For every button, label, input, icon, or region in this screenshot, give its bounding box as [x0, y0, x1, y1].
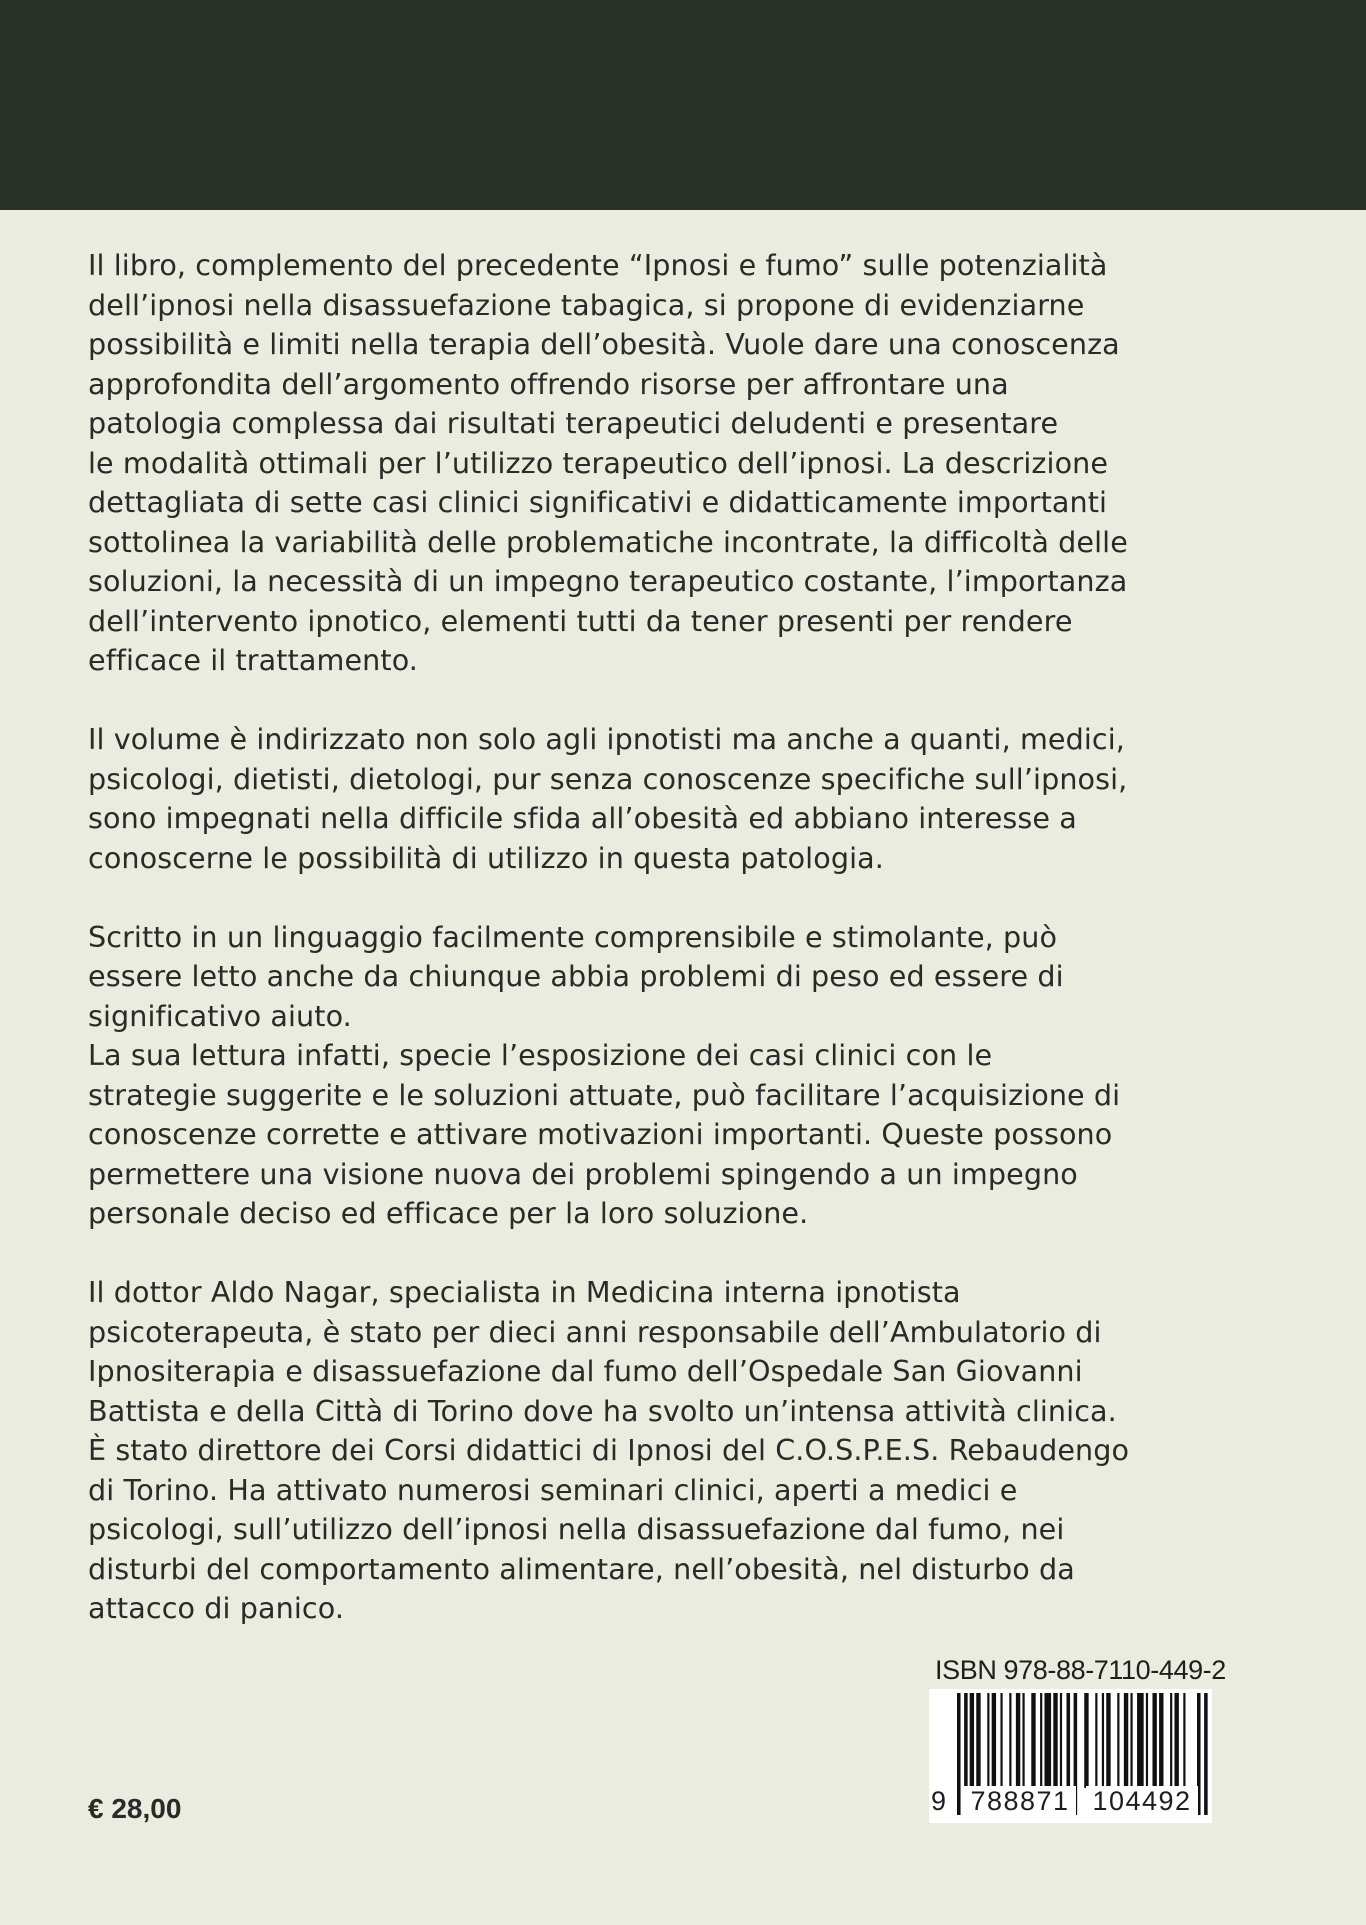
text-line: dettagliata di sette casi clinici significativi e didatticamente importanti — [88, 485, 1108, 519]
text-line: di Torino. Ha attivato numerosi seminari clinici, aperti a medici e — [88, 1472, 1018, 1507]
barcode-bar — [1053, 1693, 1057, 1788]
barcode-guard-bar — [1204, 1693, 1208, 1815]
text-line: psicologi, sull’utilizzo dell’ipnosi nella disassuefazione dal fumo, nei — [88, 1512, 1065, 1546]
barcode-bar — [1022, 1693, 1024, 1788]
barcode-bar — [1174, 1693, 1178, 1788]
paragraph-audience — [88, 720, 1278, 878]
text-line: Il volume è indirizzato non solo agli ipnotisti ma anche a quanti, medici, — [88, 722, 1125, 756]
barcode-bar — [1031, 1693, 1035, 1788]
barcode-bar — [970, 1693, 974, 1788]
text-line: approfondita dell’argomento offrendo risorse per affrontare una — [88, 366, 1009, 401]
text-line: efficace il trattamento. — [88, 643, 418, 677]
text-line: strategie suggerite e le soluzioni attuate, può facilitare l’acquisizione di — [88, 1077, 1121, 1112]
barcode-bar — [976, 1693, 980, 1788]
barcode-bar — [1044, 1693, 1051, 1788]
text-line: Il dottor Aldo Nagar, specialista in Medicina interna ipnotista — [88, 1275, 961, 1309]
text-line: patologia complessa dai risultati terapeutici deludenti e presentare — [88, 406, 1059, 440]
barcode-bar — [1117, 1693, 1119, 1788]
paragraph-readability — [88, 918, 1278, 1234]
text-line: significativo aiuto. — [88, 998, 352, 1033]
text-line: dell’intervento ipnotico, elementi tutti da tener presenti per rendere — [88, 603, 1073, 638]
barcode-digits-left: 788871 — [964, 1786, 1076, 1816]
barcode-bar — [1183, 1693, 1185, 1788]
text-line: Ipnositerapia e disassuefazione dal fumo dell’Ospedale San Giovanni — [88, 1354, 1083, 1388]
text-line: psicoterapeuta, è stato per dieci anni responsabile dell’Ambulatorio di — [88, 1314, 1102, 1349]
text-line: È stato direttore dei Corsi didattici di Ipnosi del C.O.S.P.E.S. Rebaudengo — [88, 1433, 1130, 1467]
text-line: le modalità ottimali per l’utilizzo terapeutico dell’ipnosi. La descrizione — [88, 445, 1109, 480]
text-line: dell’ipnosi nella disassuefazione tabagica, si propone di evidenziarne — [88, 287, 1085, 322]
paragraph-book-description — [88, 246, 1278, 681]
text-line: conoscenze corrette e attivare motivazioni importanti. Queste possono — [88, 1117, 1113, 1151]
text-line: La sua lettura infatti, specie l’esposizione dei casi clinici con le — [88, 1038, 993, 1072]
text-line: conoscerne le possibilità di utilizzo in questa patologia. — [88, 840, 884, 875]
barcode-bar — [987, 1693, 989, 1788]
barcode-bar — [1095, 1693, 1097, 1788]
barcode-bar — [1124, 1693, 1128, 1788]
isbn-barcode — [929, 1689, 1212, 1823]
barcode-digit-first: 9 — [931, 1786, 947, 1816]
text-line: permettere una visione nuova dei problemi spingendo a un impegno — [88, 1156, 1078, 1191]
text-line: possibilità e limiti nella terapia dell’obesità. Vuole dare una conoscenza — [88, 327, 1120, 361]
isbn-label: ISBN 978-88-7110-449-2 — [935, 1655, 1226, 1685]
barcode-digits-right: 104492 — [1086, 1786, 1198, 1816]
barcode-bar — [1152, 1693, 1156, 1788]
barcode-bar — [992, 1693, 996, 1788]
price-label: € 28,00 — [88, 1793, 182, 1824]
text-line: Scritto in un linguaggio facilmente comprensibile e stimolante, può — [88, 919, 1058, 954]
barcode-bar — [1000, 1693, 1002, 1788]
paragraph-author-bio — [88, 1273, 1278, 1629]
barcode-bar — [1130, 1693, 1132, 1788]
text-line: Battista e della Città di Torino dove ha svolto un’intensa attività clinica. — [88, 1393, 1117, 1428]
text-line: sono impegnati nella difficile sfida all’obesità ed abbiano interesse a — [88, 801, 1077, 835]
text-line: psicologi, dietisti, dietologi, pur senza conoscenze specifiche sull’ipnosi, — [88, 761, 1128, 796]
text-line: Il libro, complemento del precedente “Ipnosi e fumo” sulle potenzialità — [88, 248, 1108, 282]
back-cover-text — [88, 246, 1278, 1629]
text-line: essere letto anche da chiunque abbia problemi di peso ed essere di — [88, 959, 1064, 993]
barcode-bar — [1016, 1693, 1020, 1788]
barcode-bar — [1170, 1693, 1172, 1788]
cover-top-band — [0, 0, 1366, 210]
barcode-guard-bar — [957, 1693, 961, 1815]
barcode-bar — [1159, 1693, 1163, 1788]
barcode-bar — [1137, 1693, 1144, 1788]
text-line: attacco di panico. — [88, 1591, 345, 1625]
barcode-bar — [1146, 1693, 1148, 1788]
barcode-bar — [1084, 1693, 1088, 1788]
text-line: soluzioni, la necessità di un impegno terapeutico costante, l’importanza — [88, 564, 1128, 598]
text-line: sottolinea la variabilità delle problematiche incontrate, la difficoltà delle — [88, 524, 1128, 559]
text-line: disturbi del comportamento alimentare, nell’obesità, nel disturbo da — [88, 1551, 1075, 1586]
barcode-bar — [1040, 1693, 1042, 1788]
barcode-bar — [1106, 1693, 1110, 1788]
barcode-bar — [1009, 1693, 1011, 1788]
text-line: personale deciso ed efficace per la loro soluzione. — [88, 1196, 809, 1230]
barcode-bar — [1102, 1693, 1104, 1788]
barcode-bar — [1060, 1693, 1062, 1788]
